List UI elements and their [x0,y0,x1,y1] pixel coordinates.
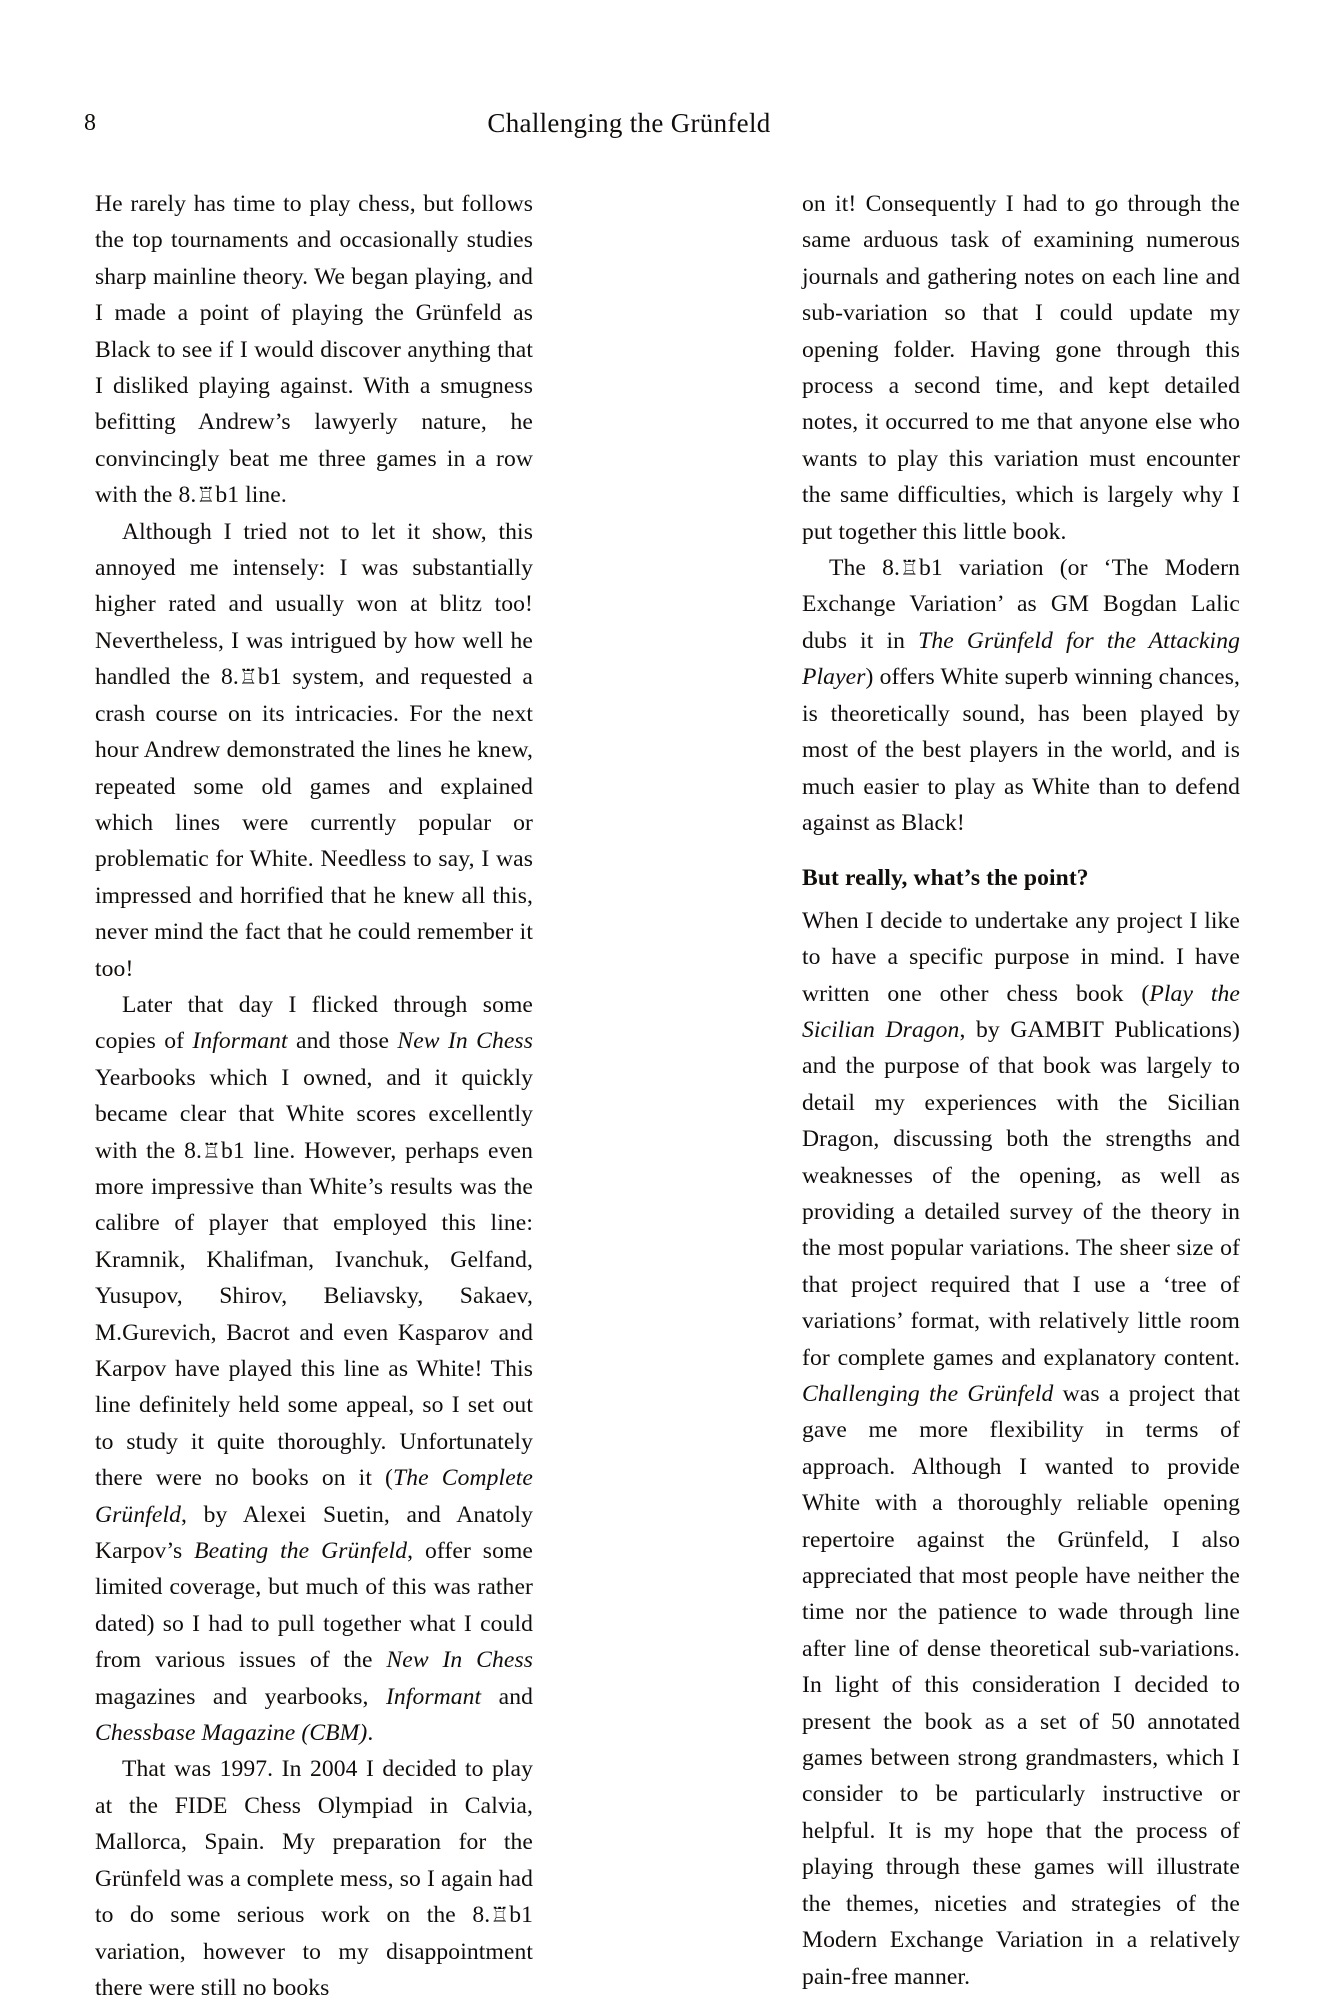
text-run: b1 line. [215,482,287,509]
text-run: That was 1997. In 2004 I decided to play at the FIDE Chess Olympiad in Calvia, Mallorca, Spain. My preparation for the Grünfeld was a complete mess, so I again had to do some serious work on the 8. [95,1756,533,1929]
page-header [84,108,1254,148]
italic-text: The Grünfeld for the Attacking Player [802,627,1240,691]
text-run: and those [287,1028,398,1055]
italic-text: New In Chess [397,1028,533,1055]
paragraph [95,987,533,1752]
italic-text: Play the Sicilian Dragon [802,980,1241,1043]
text-run: . [367,1720,374,1747]
italic-text: Informant [385,1683,482,1710]
text-columns [95,186,1240,2006]
italic-text: Challenging the Grünfeld [802,1381,1054,1407]
paragraph [802,550,1240,841]
right-column [802,186,1240,2006]
italic-text: Beating the Grünfeld [194,1538,408,1565]
italic-text: Informant [192,1028,288,1055]
chess-rook-icon: ♖ [900,556,919,581]
page-number: 8 [84,110,96,136]
text-run: and [481,1683,533,1710]
chess-rook-icon: ♖ [490,1903,510,1928]
italic-text: New In Chess [386,1647,534,1674]
text-run: b1 variation, however to my disappointment there were still no books [95,1902,533,2001]
text-run: , by GAMBIT Publications) and the purpose of that book was largely to detail my experiences with the Sicilian Dragon, discussing both the strengths and weaknesses of the opening, as well as providing a detailed survey of the theory in the most popular variations. The sheer size of that project required that I use a ‘tree of variations’ format, with relatively little room for complete games and explanatory content. [802,1016,1241,1371]
text-run: ) offers White superb winning chances, is theoretically sound, has been played by most of the best players in the world, and is much easier to play as White than to defend against as Black! [802,664,1240,836]
running-title: Challenging the Grünfeld [487,108,771,138]
italic-text: Chessbase Magazine (CBM) [95,1720,368,1747]
text-run: magazines and yearbooks, [95,1683,386,1710]
chess-rook-icon: ♖ [238,665,258,690]
chess-rook-icon: ♖ [202,1138,221,1163]
paragraph [95,186,533,514]
text-run: When I decide to undertake any project I like to have a specific purpose in mind. I have written one other chess book ( [802,907,1240,1007]
text-run: He rarely has time to play chess, but follows the top tournaments and occasionally studies sharp mainline theory. We began playing, and I made a point of playing the Grünfeld as Black to see if I would discover anything that I disliked playing against. With a smugness befitting Andrew’s lawyerly nature, he convincingly beat me three games in a row with the 8. [95,191,533,509]
paragraph [95,1751,533,2006]
paragraph [802,186,1240,550]
text-run: Later that day I flicked through some copies of [95,991,533,1055]
text-run: on it! Consequently I had to go through the same arduous task of examining numerous journals and gathering notes on each line and sub-variation so that I could update my opening folder. Having gone through this process a second time, and kept detailed notes, it occurred to me that anyone else who wants to play this variation must encounter the same difficulties, which is largely why I put together this little book. [802,191,1240,545]
text-run: Although I tried not to let it show, this annoyed me intensely: I was substantially higher rated and usually won at blitz too! Nevertheless, I was intrigued by how well he handled the 8. [95,518,533,691]
italic-text: The Complete Grünfeld [95,1465,533,1528]
text-run: , by Alexei Suetin, and Anatoly Karpov’s [95,1501,533,1565]
text-run: , offer some limited coverage, but much of this was rather dated) so I had to pull together what I could from various issues of the [95,1538,533,1674]
text-run: The 8. [829,555,900,582]
chess-rook-icon: ♖ [196,483,216,508]
text-run: b1 system, and requested a crash course on its intricacies. For the next hour Andrew demonstrated the lines he knew, repeated some old games and explained which lines were currently popular or problematic for White. Needless to say, I was impressed and horrified that he knew all this, never mind the fact that he could remember it too! [95,664,533,982]
section-subheading: But really, what’s the point? [802,865,1089,892]
text-run: b1 line. However, perhaps even more impressive than White’s results was the calibre of player that employed this line: Kramnik, Khalifman, Ivanchuk, Gelfand, Yusupov, Shirov, Beliavsky, Sakaev, M.Gurevich, Bacrot and even Kasparov and Karpov have played this line as White! This line definitely held some appeal, so I set out to study it quite thoroughly. Unfortunately there were no books on it ( [95,1137,533,1492]
text-run: Yearbooks which I owned, and it quickly became clear that White scores excellently with the 8. [95,1064,533,1164]
paragraph [802,903,1240,1995]
paragraph [95,514,533,987]
text-run: was a project that gave me more flexibility in terms of approach. Although I wanted to provide White with a thoroughly reliable opening repertoire against the Grünfeld, I also appreciated that most people have neither the time nor the patience to wade through line after line of dense theoretical sub-variations. In light of this consideration I decided to present the book as a set of 50 annotated games between strong grandmasters, which I consider to be particularly instructive or helpful. It is my hope that the process of playing through these games will illustrate the themes, niceties and strategies of the Modern Exchange Variation in a relatively pain-free manner. [802,1381,1241,1990]
left-column [95,186,533,2006]
text-run: b1 variation (or ‘The Modern Exchange Variation’ as GM Bogdan Lalic dubs it in [802,555,1241,654]
